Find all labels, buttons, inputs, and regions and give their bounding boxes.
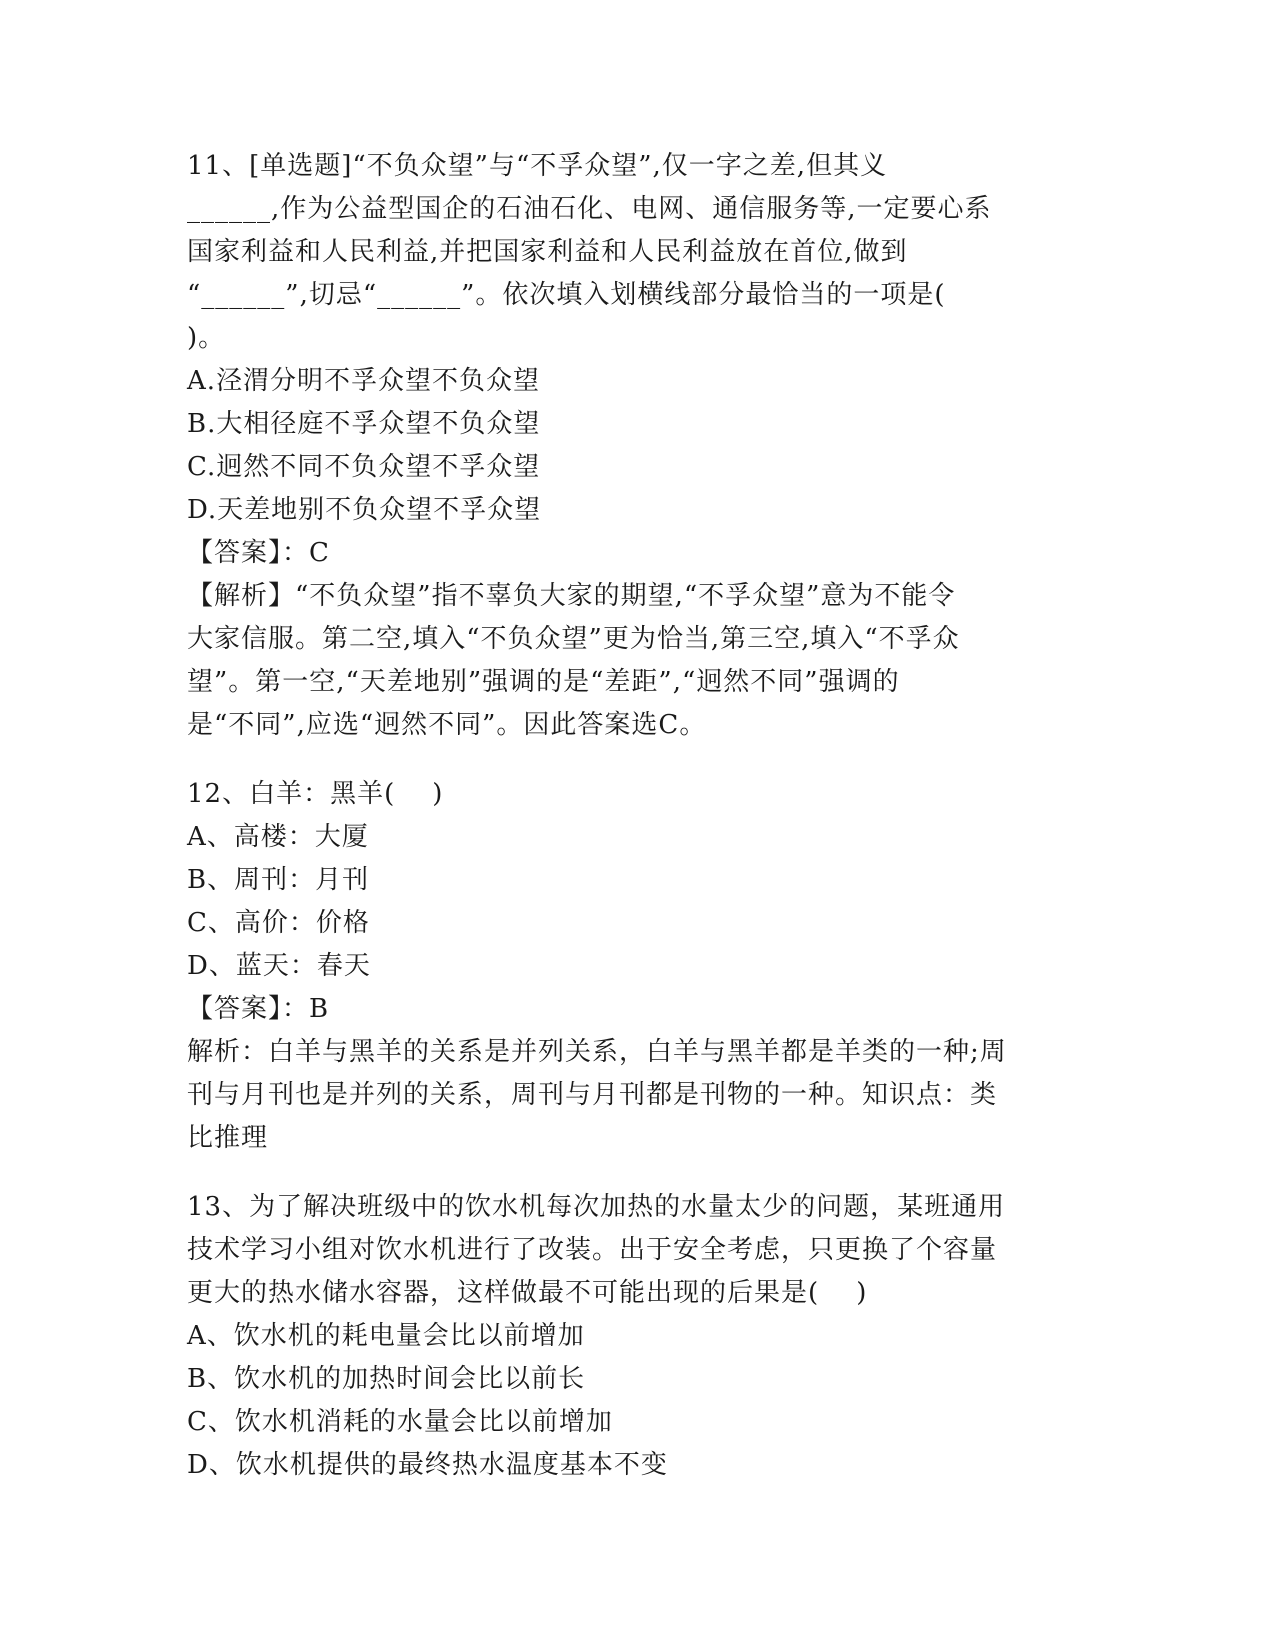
question-stem-line: 国家利益和人民利益,并把国家利益和人民利益放在首位,做到 bbox=[187, 237, 908, 267]
option-a: A、饮水机的耗电量会比以前增加 bbox=[187, 1321, 585, 1351]
option-c: C、高价：价格 bbox=[187, 908, 370, 938]
question-stem-line: )。 bbox=[187, 323, 226, 353]
option-d: D、饮水机提供的最终热水温度基本不变 bbox=[187, 1450, 668, 1480]
option-b: B.大相径庭不孚众望不负众望 bbox=[187, 409, 541, 439]
question-stem-line: 11、[单选题]“不负众望”与“不孚众望”,仅一字之差,但其义 bbox=[187, 151, 888, 181]
question-spacer bbox=[187, 1160, 1077, 1186]
question-stem-line: ______,作为公益型国企的石油石化、电网、通信服务等,一定要心系 bbox=[187, 194, 992, 224]
analysis-line: 比推理 bbox=[187, 1123, 269, 1153]
question-stem-line: “______”,切忌“______”。依次填入划横线部分最恰当的一项是( bbox=[187, 280, 946, 310]
answer: 【答案】：C bbox=[187, 538, 330, 568]
analysis-line: 【解析】“不负众望”指不辜负大家的期望,“不孚众望”意为不能令 bbox=[187, 581, 956, 611]
analysis-line: 是“不同”,应选“迥然不同”。因此答案选C。 bbox=[187, 710, 707, 740]
option-a: A.泾渭分明不孚众望不负众望 bbox=[187, 366, 541, 396]
analysis-line: 解析：白羊与黑羊的关系是并列关系，白羊与黑羊都是羊类的一种;周 bbox=[187, 1037, 1007, 1067]
option-b: B、周刊：月刊 bbox=[187, 865, 370, 895]
question-spacer bbox=[187, 747, 1077, 773]
analysis-line: 大家信服。第二空,填入“不负众望”更为恰当,第三空,填入“不孚众 bbox=[187, 624, 960, 654]
question-stem-line: 更大的热水储水容器，这样做最不可能出现的后果是( ) bbox=[187, 1278, 868, 1308]
question-stem-line: 13、为了解决班级中的饮水机每次加热的水量太少的问题，某班通用 bbox=[187, 1192, 1006, 1222]
exam-page bbox=[187, 145, 1077, 1487]
question-stem-line: 12、白羊：黑羊( ) bbox=[187, 779, 444, 809]
question-13 bbox=[187, 1186, 1077, 1487]
question-12 bbox=[187, 773, 1077, 1160]
option-d: D.天差地别不负众望不孚众望 bbox=[187, 495, 542, 525]
option-c: C、饮水机消耗的水量会比以前增加 bbox=[187, 1407, 613, 1437]
analysis-line: 望”。第一空,“天差地别”强调的是“差距”,“迥然不同”强调的 bbox=[187, 667, 900, 697]
option-b: B、饮水机的加热时间会比以前长 bbox=[187, 1364, 586, 1394]
answer: 【答案】：B bbox=[187, 994, 330, 1024]
option-a: A、高楼：大厦 bbox=[187, 822, 369, 852]
question-stem-line: 技术学习小组对饮水机进行了改装。出于安全考虑，只更换了个容量 bbox=[187, 1235, 998, 1265]
question-11 bbox=[187, 145, 1077, 747]
analysis-line: 刊与月刊也是并列的关系，周刊与月刊都是刊物的一种。知识点：类 bbox=[187, 1080, 998, 1110]
option-c: C.迥然不同不负众望不孚众望 bbox=[187, 452, 541, 482]
option-d: D、蓝天：春天 bbox=[187, 951, 371, 981]
